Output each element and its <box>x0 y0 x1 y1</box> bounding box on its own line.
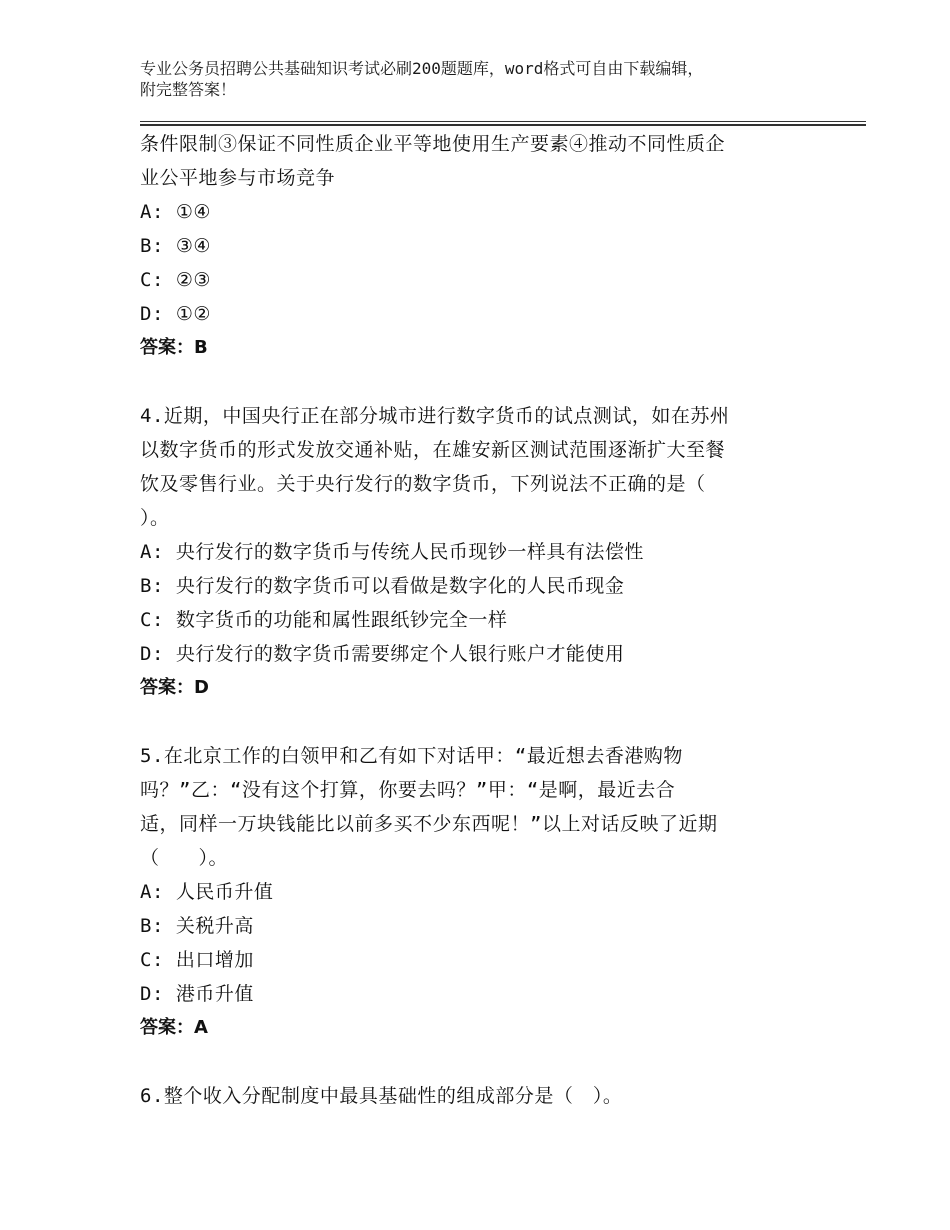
header-divider-thin <box>140 121 866 122</box>
answer-label: 答案：B <box>140 337 208 358</box>
question-stem-line: 以数字货币的形式发放交通补贴，在雄安新区测试范围逐渐扩大至餐 <box>140 439 726 461</box>
page-header <box>140 58 820 100</box>
question-stem-line: 4.近期，中国央行正在部分城市进行数字货币的试点测试，如在苏州 <box>140 405 730 427</box>
header-divider-thick <box>140 124 866 126</box>
option-c: C: ②③ <box>140 269 211 291</box>
spacer <box>140 365 820 399</box>
option-c: C: 数字货币的功能和属性跟纸钞完全一样 <box>140 609 508 631</box>
question-stem-line: （ ）。 <box>140 847 229 869</box>
question-stem-line: 6.整个收入分配制度中最具基础性的组成部分是（ ）。 <box>140 1085 623 1107</box>
option-d: D: 港币升值 <box>140 983 254 1005</box>
question-stem-line: 适，同样一万块钱能比以前多买不少东西呢！”以上对话反映了近期 <box>140 813 718 835</box>
option-b: B: ③④ <box>140 235 211 257</box>
header-line-1: 专业公务员招聘公共基础知识考试必刷200题题库，word格式可自由下载编辑， <box>140 59 704 78</box>
option-a: A: ①④ <box>140 201 211 223</box>
option-a: A: 人民币升值 <box>140 881 274 903</box>
answer-label: 答案：D <box>140 677 209 698</box>
question-3 <box>140 127 820 365</box>
question-5 <box>140 739 820 1045</box>
question-stem-line: 条件限制③保证不同性质企业平等地使用生产要素④推动不同性质企 <box>140 133 726 155</box>
spacer <box>140 705 820 739</box>
question-stem-line: ）。 <box>140 507 170 529</box>
spacer <box>140 1045 820 1079</box>
question-stem-line: 饮及零售行业。关于央行发行的数字货币，下列说法不正确的是（ <box>140 473 706 495</box>
option-b: B: 关税升高 <box>140 915 254 937</box>
answer-label: 答案：A <box>140 1017 208 1038</box>
option-a: A: 央行发行的数字货币与传统人民币现钞一样具有法偿性 <box>140 541 644 563</box>
question-list <box>140 127 820 1113</box>
option-c: C: 出口增加 <box>140 949 254 971</box>
option-d: D: 央行发行的数字货币需要绑定个人银行账户才能使用 <box>140 643 625 665</box>
option-b: B: 央行发行的数字货币可以看做是数字化的人民币现金 <box>140 575 625 597</box>
question-4 <box>140 399 820 705</box>
question-stem-line: 吗？”乙：“没有这个打算，你要去吗？”甲：“是啊，最近去合 <box>140 779 676 801</box>
option-d: D: ①② <box>140 303 211 325</box>
question-stem-line: 5.在北京工作的白领甲和乙有如下对话甲：“最近想去香港购物 <box>140 745 683 767</box>
question-stem-line: 业公平地参与市场竞争 <box>140 167 336 189</box>
question-6 <box>140 1079 820 1113</box>
header-line-2: 附完整答案！ <box>140 80 237 99</box>
